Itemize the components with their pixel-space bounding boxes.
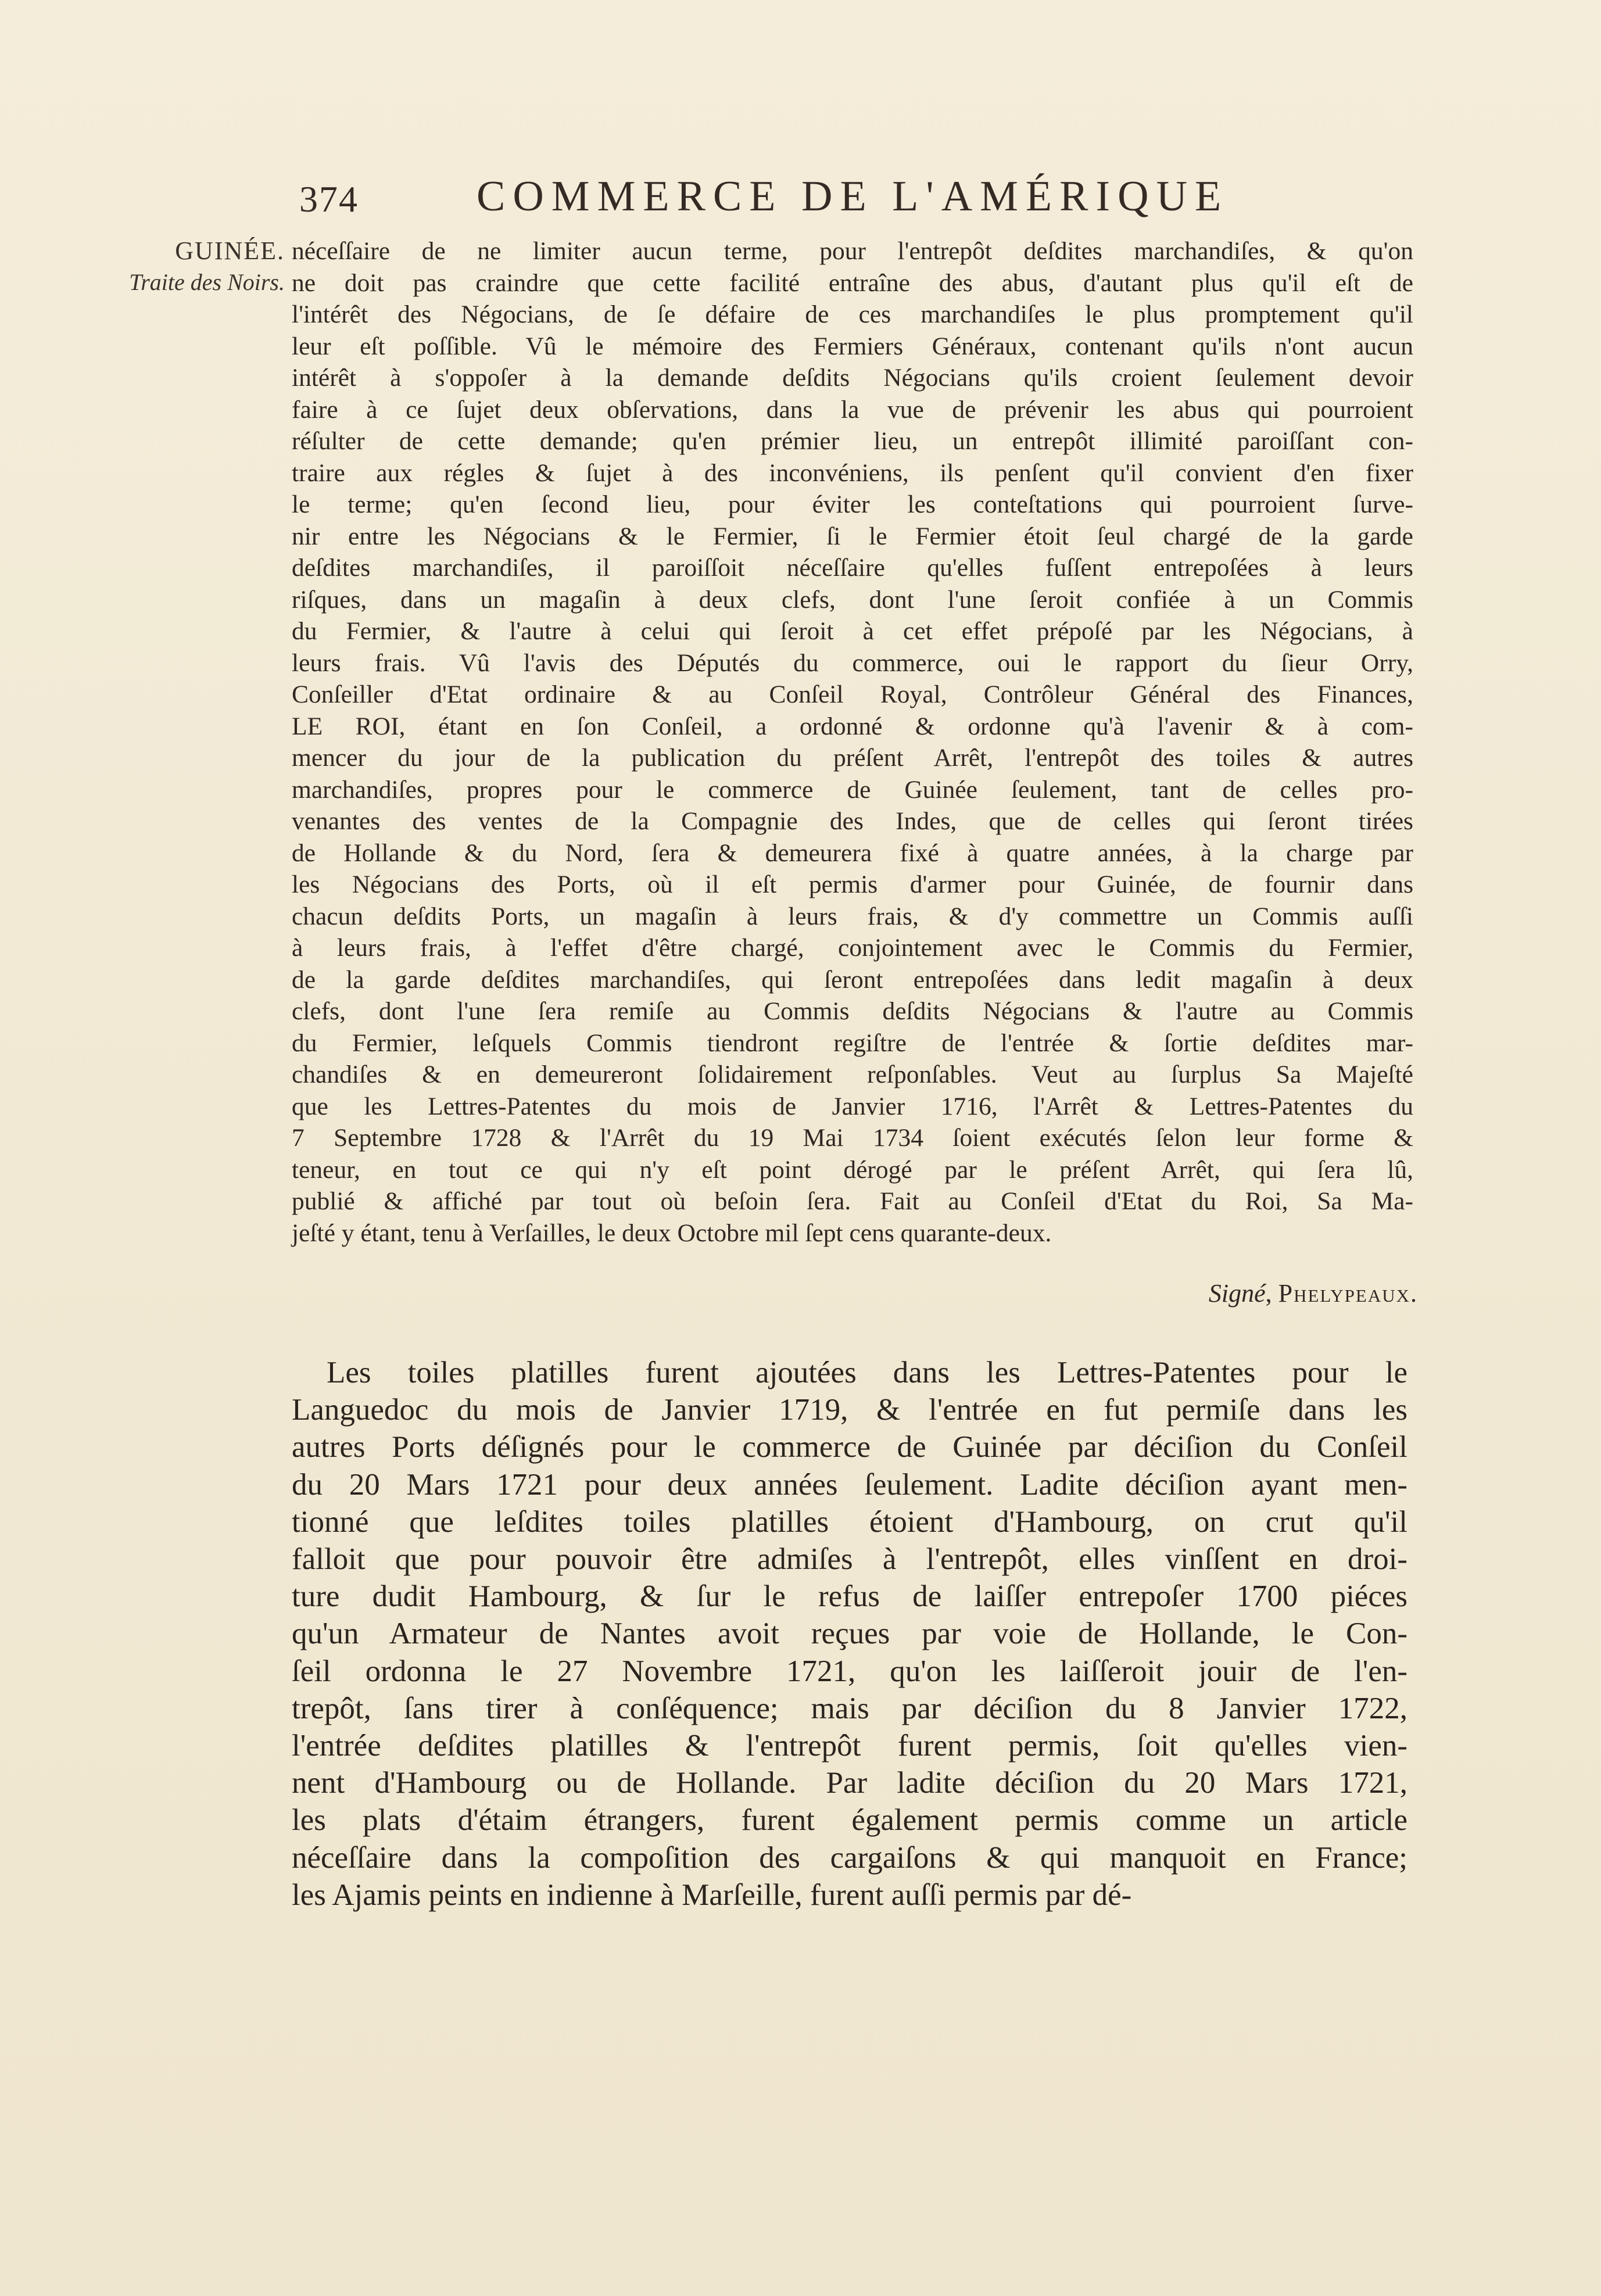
text-line: chacun deſdits Ports, un magaſin à leurs frais, & d'y commettre un Commis auſſi (292, 902, 1413, 930)
decree-text (292, 235, 1413, 1249)
page-number: 374 (299, 178, 359, 220)
text-line: riſques, dans un magaſin à deux clefs, dont l'une ſeroit confiée à un Commis (292, 585, 1413, 614)
text-line: l'entrée deſdites platilles & l'entrepôt furent permis, ſoit qu'elles vien- (292, 1729, 1407, 1763)
text-line: Conſeiller d'Etat ordinaire & au Conſeil Royal, Contrôleur Général des Finances, (292, 680, 1413, 708)
text-line: le terme; qu'en ſecond lieu, pour éviter les conteſtations qui pourroient ſurve- (292, 490, 1413, 518)
text-line: ne doit pas craindre que cette facilité entraîne des abus, d'autant plus qu'il eſt de (292, 268, 1413, 297)
text-line: faire à ce ſujet deux obſervations, dans la vue de prévenir les abus qui pourroient (292, 395, 1413, 424)
text-line: falloit que pour pouvoir être admiſes à l'entrepôt, elles vinſſent en droi- (292, 1542, 1407, 1577)
signature: Signé, Phelypeaux. (1208, 1279, 1418, 1308)
commentary-text (292, 1354, 1407, 1914)
text-line: qu'un Armateur de Nantes avoit reçues par voie de Hollande, le Con- (292, 1617, 1407, 1651)
text-line: tionné que leſdites toiles platilles étoient d'Hambourg, on crut qu'il (292, 1505, 1407, 1539)
text-line: mencer du jour de la publication du préſent Arrêt, l'entrepôt des toiles & autres (292, 744, 1413, 772)
text-line: du 20 Mars 1721 pour deux années ſeulement. Ladite déciſion ayant men- (292, 1467, 1407, 1502)
text-line: Les toiles platilles furent ajoutées dans les Lettres-Patentes pour le (327, 1356, 1407, 1389)
margin-note-topic: Traite des Noirs. (129, 269, 285, 295)
text-line: LE ROI, étant en ſon Conſeil, a ordonné & ordonne qu'à l'avenir & à com- (292, 712, 1413, 740)
signature-label: Signé (1208, 1279, 1266, 1308)
text-line: néceſſaire dans la compoſition des cargaiſons & qui manquoit en France; (292, 1840, 1407, 1875)
text-line: publié & affiché par tout où beſoin ſera. Fait au Conſeil d'Etat du Roi, Sa Ma- (292, 1187, 1413, 1215)
text-line: les Ajamis peints en indienne à Marſeille, furent auſſi permis par dé- (292, 1878, 1132, 1912)
text-line: de Hollande & du Nord, ſera & demeurera fixé à quatre années, à la charge par (292, 839, 1413, 867)
text-line: venantes des ventes de la Compagnie des Indes, que de celles qui ſeront tirées (292, 807, 1413, 835)
text-line: Languedoc du mois de Janvier 1719, & l'entrée en fut permiſe dans les (292, 1393, 1407, 1427)
text-line: de la garde deſdites marchandiſes, qui ſeront entrepoſées dans ledit magaſin à deux (292, 965, 1413, 994)
text-line: nir entre les Négocians & le Fermier, ſi le Fermier étoit ſeul chargé de la garde (292, 522, 1413, 550)
signature-name: Phelypeaux. (1278, 1279, 1418, 1308)
text-line: ture dudit Hambourg, & ſur le refus de laiſſer entrepoſer 1700 piéces (292, 1579, 1407, 1614)
text-line: néceſſaire de ne limiter aucun terme, pour l'entrepôt deſdites marchandiſes, & qu'on (292, 237, 1413, 265)
text-line: du Fermier, leſquels Commis tiendront regiſtre de l'entrée & ſortie deſdites mar- (292, 1029, 1413, 1057)
margin-note-region: GUINÉE. (175, 237, 285, 265)
text-line: nent d'Hambourg ou de Hollande. Par ladite déciſion du 20 Mars 1721, (292, 1766, 1407, 1800)
text-line: réſulter de cette demande; qu'en prémier lieu, un entrepôt illimité paroiſſant con- (292, 427, 1413, 455)
text-line: marchandiſes, propres pour le commerce de Guinée ſeulement, tant de celles pro- (292, 775, 1413, 804)
text-line: trepôt, ſans tirer à conſéquence; mais par déciſion du 8 Janvier 1722, (292, 1691, 1407, 1725)
text-line: deſdites marchandiſes, il paroiſſoit néceſſaire qu'elles fuſſent entrepoſées à leurs (292, 554, 1413, 582)
text-line: ſeil ordonna le 27 Novembre 1721, qu'on les laiſſeroit jouir de l'en- (292, 1654, 1407, 1688)
text-line: intérêt à s'oppoſer à la demande deſdits Négocians qu'ils croient ſeulement devoir (292, 364, 1413, 392)
running-title: COMMERCE DE L'AMÉRIQUE (477, 173, 1229, 220)
text-line: 7 Septembre 1728 & l'Arrêt du 19 Mai 1734 ſoient exécutés ſelon leur forme & (292, 1124, 1413, 1152)
page-header (291, 172, 1308, 224)
text-line: autres Ports déſignés pour le commerce de Guinée par déciſion du Conſeil (292, 1430, 1407, 1464)
text-line: teneur, en tout ce qui n'y eſt point dérogé par le préſent Arrêt, qui ſera lû, (292, 1155, 1413, 1184)
text-line: traire aux régles & ſujet à des inconvéniens, ils penſent qu'il convient d'en fixer (292, 459, 1413, 487)
margin-note (110, 235, 285, 298)
text-line: jeſté y étant, tenu à Verſailles, le deux Octobre mil ſept cens quarante-deux. (292, 1219, 1052, 1247)
text-line: les plats d'étaim étrangers, furent également permis comme un article (292, 1803, 1407, 1837)
text-line: les Négocians des Ports, où il eſt permis d'armer pour Guinée, de fournir dans (292, 871, 1413, 898)
text-line: leurs frais. Vû l'avis des Députés du commerce, oui le rapport du ſieur Orry, (292, 649, 1413, 677)
text-line: l'intérêt des Négocians, de ſe défaire de ces marchandiſes le plus promptement qu'il (292, 300, 1413, 328)
text-line: du Fermier, & l'autre à celui qui ſeroit à cet effet prépoſé par les Négocians, à (292, 617, 1413, 645)
text-line: leur eſt poſſible. Vû le mémoire des Fermiers Généraux, contenant qu'ils n'ont aucun (292, 332, 1413, 360)
text-line: à leurs frais, à l'effet d'être chargé, conjointement avec le Commis du Fermier, (292, 934, 1413, 962)
text-line: chandiſes & en demeureront ſolidairement reſponſables. Veut au ſurplus Sa Majeſté (292, 1061, 1413, 1088)
text-line: que les Lettres-Patentes du mois de Janvier 1716, l'Arrêt & Lettres-Patentes du (292, 1092, 1413, 1120)
text-line: clefs, dont l'une ſera remiſe au Commis deſdits Négocians & l'autre au Commis (292, 997, 1413, 1025)
